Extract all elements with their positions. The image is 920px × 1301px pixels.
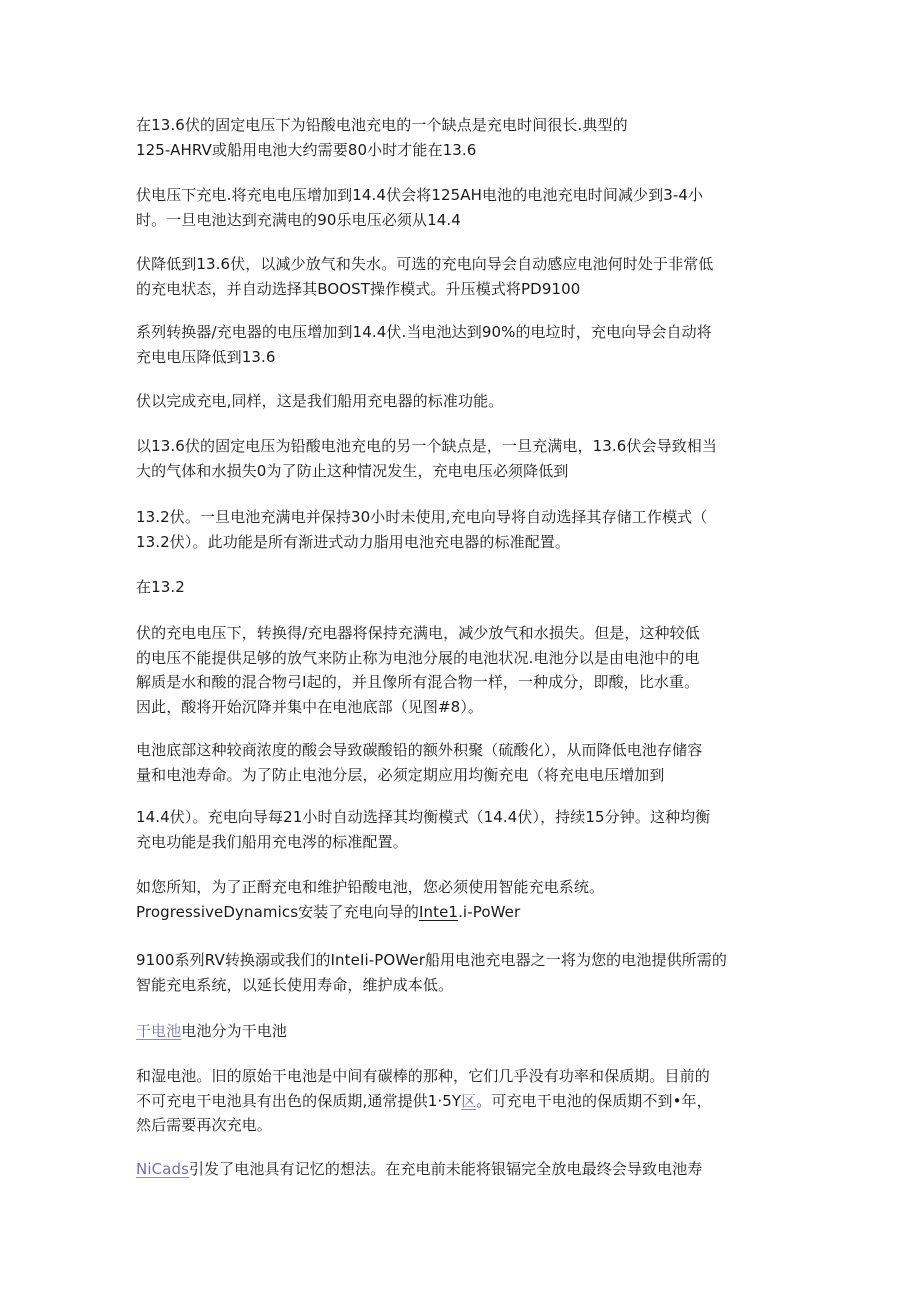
text-line	[136, 1019, 796, 1044]
nicads-link[interactable]: NiCads	[136, 1160, 189, 1178]
text-line	[136, 1089, 796, 1114]
paragraph-5	[136, 389, 796, 414]
text-line: 量和电池寿命。为了防止电池分层，必须定期应用均衡充电（将充电电压增加到	[136, 765, 665, 784]
paragraph-8	[136, 575, 796, 600]
text-line: 伏电压下充电.将充电电压增加到14.4伏会将125AH电池的电池充电时间减少到3-4小	[136, 186, 704, 204]
text-segment: ProgressiveDynamics安装了充电向导的	[136, 902, 419, 921]
text-line: 伏的充电电压下，转换得/充电器将保持充满电，减少放气和水损失。但是，这种较低	[136, 624, 700, 642]
paragraph-15	[136, 1064, 796, 1138]
paragraph-11	[136, 805, 796, 854]
paragraph-12	[136, 875, 796, 924]
text-line: 充电电压降低到13.6	[136, 347, 276, 366]
text-line: 如您所知，为了正酹充电和维护铅酸电池，您必须使用智能充电系统。	[136, 878, 605, 896]
paragraph-3	[136, 252, 796, 301]
text-segment: 不可充电干电池具有出色的保质期,通常提供1·5Y	[136, 1091, 462, 1110]
text-line: 的电压不能提供足够的放气来防止称为电池分展的电池状况.电池分以是由电池中的电	[136, 648, 700, 667]
paragraph-2	[136, 183, 796, 232]
text-line	[136, 1157, 796, 1182]
text-line: 在13.2	[136, 578, 185, 596]
text-line: 因此，酸将开始沉降并集中在电池底部（见图#8）。	[136, 697, 484, 716]
paragraph-9	[136, 621, 796, 719]
text-line: 的充电状态，并自动选择其BOOST操作模式。升压模式将PD9100	[136, 279, 581, 298]
paragraph-16	[136, 1157, 796, 1182]
text-line: 14.4伏）。充电向导每21小时自动选择其均衡模式（14.4伏），持续15分钟。这种均衡	[136, 808, 711, 826]
text-line: 和湿电池。旧的原始干电池是中间有碳棒的那种，它们几乎没有功率和保质期。目前的	[136, 1067, 710, 1085]
paragraph-7	[136, 505, 796, 554]
text-line: 大的气体和水损失0为了防止这种情况发生，充电电压必须降低到	[136, 461, 569, 480]
text-line: 以13.6伏的固定电压为铅酸电池充电的另一个缺点是，一旦充满电，13.6伏会导致相当	[136, 437, 718, 455]
text-segment: 引发了电池具有记忆的想法。在充电前未能将银镉完全放电最终会导致电池寿	[189, 1160, 703, 1178]
text-line: 解质是水和酸的混合物弓I起的，并且像所有混合物一样，一种成分，即酸，比水重。	[136, 673, 700, 691]
text-line	[136, 900, 796, 925]
text-line: 13.2伏）。此功能是所有渐进式动力脂用电池充电器的标准配置。	[136, 532, 571, 551]
paragraph-1	[136, 113, 796, 162]
text-line: 125-AHRV或船用电池大约需要80小时才能在13.6	[136, 140, 477, 159]
text-line: 伏以完成充电,同样，这是我们船用充电器的标准功能。	[136, 392, 504, 410]
text-line: 智能充电系统，以延长使用寿命，维护成本低。	[136, 975, 454, 994]
paragraph-4	[136, 320, 796, 369]
text-line: 伏降低到13.6伏，以减少放气和失水。可选的充电向导会自动感应电池何时处于非常低	[136, 255, 714, 273]
text-line: 13.2伏。一旦电池充满电并保持30小时未使用,充电向导将自动选择其存储工作模式（	[136, 508, 708, 526]
text-line: 系列转换器/充电器的电压增加到14.4伏.当电池达到90%的电垃时，充电向导会自动将	[136, 323, 712, 341]
inline-link[interactable]: 区	[461, 1091, 477, 1110]
text-segment: 。可充电干电池的保质期不到•年，	[476, 1091, 712, 1110]
paragraph-14	[136, 1019, 796, 1044]
text-line: 时。一旦电池达到充满电的90乐电压必须从14.4	[136, 210, 461, 229]
text-line: 充电功能是我们船用充电涔的标准配置。	[136, 832, 408, 851]
text-line: 在13.6伏的固定电压下为铅酸电池充电的一个缺点是充电时间很长.典型的	[136, 116, 628, 134]
text-line: 然后需要再次充电。	[136, 1116, 272, 1134]
underlined-product-name: Inte1	[418, 902, 459, 921]
dry-battery-link[interactable]: 干电池	[136, 1022, 182, 1040]
text-line: 9100系列RV转换溺或我们的InteIi-POWer船用电池充电器之一将为您的电池提供所需的	[136, 951, 727, 969]
text-segment: 电池分为干电池	[181, 1022, 288, 1040]
paragraph-6	[136, 434, 796, 483]
text-line: 电池底部这种较商浓度的酸会导致碳酸铅的额外积聚（硫酸化），从而降低电池存储容	[136, 741, 703, 759]
text-segment: .i-PoWer	[458, 902, 521, 921]
paragraph-13	[136, 948, 796, 997]
paragraph-10	[136, 738, 796, 787]
